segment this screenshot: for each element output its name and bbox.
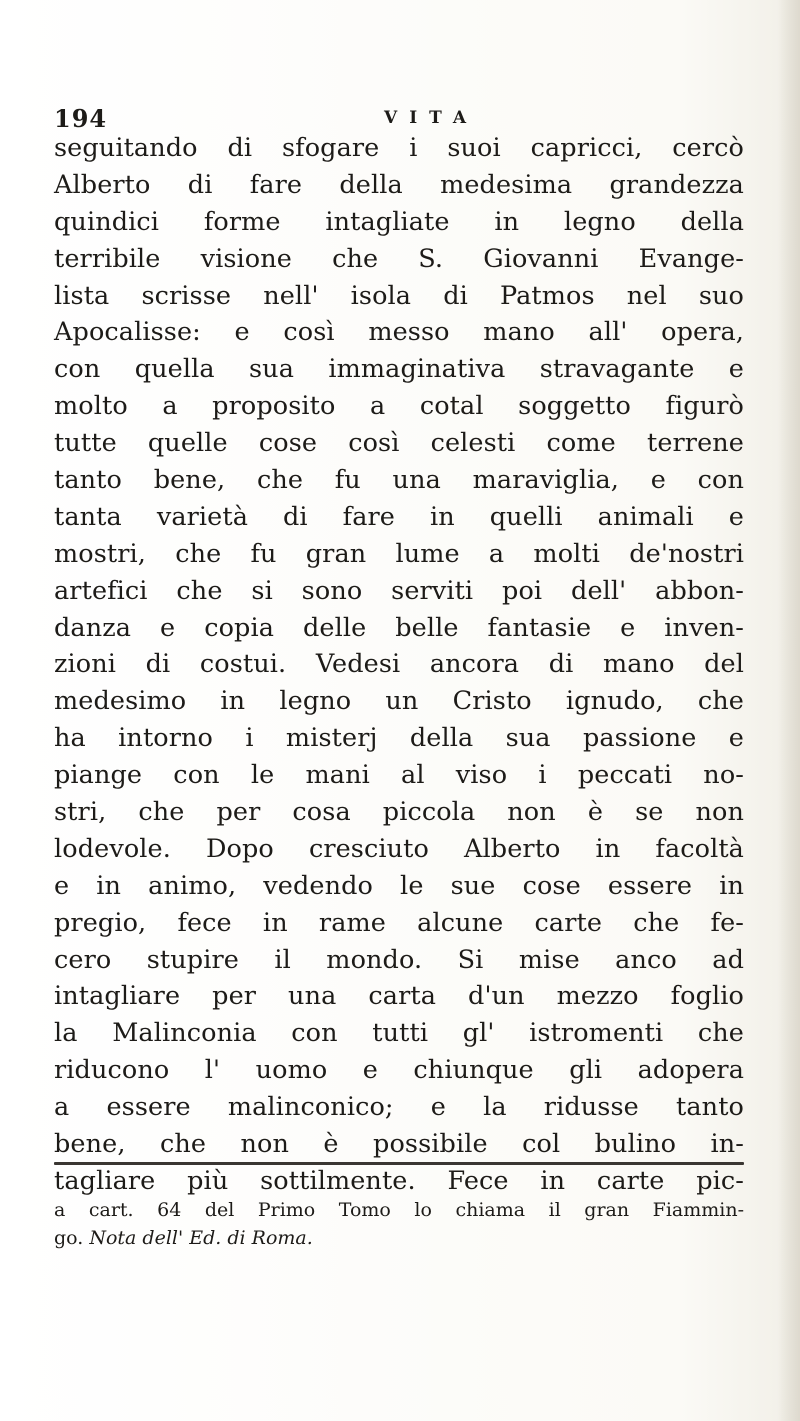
text-line: tanta varietà di fare in quelli animali e	[54, 501, 744, 532]
text-line: quindici forme intagliate in legno della	[54, 206, 744, 237]
text-line: molto a proposito a cotal soggetto figurò	[54, 391, 744, 422]
text-line: medesimo in legno un Cristo ignudo, che	[54, 686, 744, 717]
page-edge-shadow	[778, 0, 800, 1421]
text-line: tagliare più sottilmente. Fece in carte pic-	[54, 1165, 744, 1196]
text-line: ha intorno i misterj della sua passione e	[54, 723, 744, 754]
text-line: riducono l' uomo e chiunque gli adopera	[54, 1055, 744, 1086]
body-text	[54, 130, 744, 1200]
text-line: a essere malinconico; e la ridusse tanto	[54, 1092, 744, 1123]
text-line: Apocalisse: e così messo mano all' opera,	[54, 317, 744, 348]
text-line: tanto bene, che fu una maraviglia, e con	[54, 465, 744, 496]
text-line: stri, che per cosa piccola non è se non	[54, 797, 744, 828]
text-line: tutte quelle cose così celesti come terrene	[54, 428, 744, 459]
text-line: cero stupire il mondo. Si mise anco ad	[54, 944, 744, 975]
text-line: zioni di costui. Vedesi ancora di mano del	[54, 649, 744, 680]
text-line: bene, che non è possibile col bulino in-	[54, 1129, 744, 1160]
text-line: intagliare per una carta d'un mezzo foglio	[54, 981, 744, 1012]
footnote-editor-note: Nota dell' Ed. di Roma.	[89, 1227, 313, 1249]
text-line: pregio, fece in rame alcune carte che fe-	[54, 907, 744, 938]
text-line: terribile visione che S. Giovanni Evange-	[54, 243, 744, 274]
text-line: seguitando di sfogare i suoi capricci, cercò	[54, 133, 744, 163]
footnote-text: go.	[54, 1227, 90, 1249]
text-line: artefici che si sono serviti poi dell' abbon-	[54, 575, 744, 606]
page-number: 194	[54, 104, 108, 133]
text-line: con quella sua immaginativa stravagante e	[54, 354, 744, 385]
text-line: danza e copia delle belle fantasie e inven-	[54, 612, 744, 643]
footnote-rule	[54, 1162, 744, 1165]
footnote-line: a cart. 64 del Primo Tomo lo chiama il gran Fiammin-	[54, 1199, 744, 1221]
running-title: VITA	[384, 108, 479, 128]
text-line: lista scrisse nell' isola di Patmos nel suo	[54, 280, 744, 311]
footnote	[54, 1196, 744, 1252]
text-line: mostri, che fu gran lume a molti de'nostri	[54, 538, 744, 569]
text-line: Alberto di fare della medesima grandezza	[54, 169, 744, 200]
text-line: e in animo, vedendo le sue cose essere in	[54, 870, 744, 901]
text-line: piange con le mani al viso i peccati no-	[54, 760, 744, 791]
footnote-line	[54, 1224, 744, 1252]
text-line: lodevole. Dopo cresciuto Alberto in facoltà	[54, 833, 744, 864]
text-line: la Malinconia con tutti gl' istromenti che	[54, 1018, 744, 1049]
